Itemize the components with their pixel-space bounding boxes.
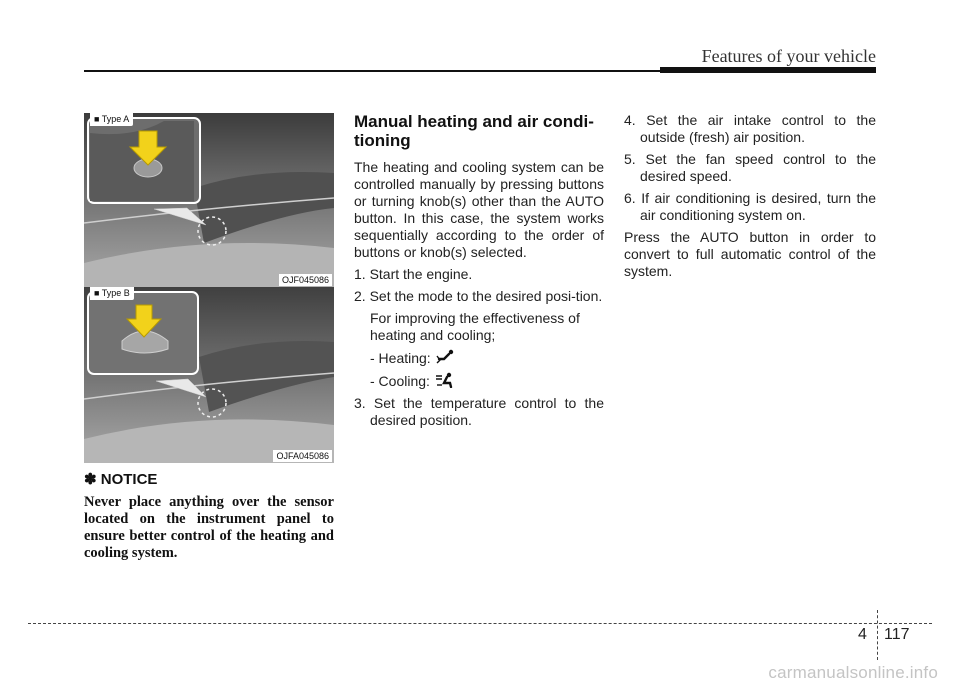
- manual-section-continued: [624, 112, 876, 285]
- sensor-illustration-b: [84, 287, 334, 463]
- notice-text: Never place anything over the sensor located on the instrument panel to ensure better control of the heating and cooling system.: [84, 494, 334, 561]
- section-title: Features of your vehicle: [701, 46, 876, 66]
- notice-title: ✽ NOTICE: [84, 471, 158, 488]
- heating-label: - Heating:: [370, 350, 431, 366]
- step-2: 2. Set the mode to the desired posi-tion.: [354, 288, 603, 304]
- notice-box: [84, 470, 334, 562]
- step-1: 1. Start the engine.: [354, 266, 473, 282]
- watermark: carmanualsonline.info: [768, 663, 938, 682]
- chapter-number: 4: [858, 626, 867, 643]
- floor-vent-icon: [435, 349, 455, 365]
- type-a-label: ■ Type A: [90, 113, 133, 126]
- intro-paragraph: The heating and cooling system can be controlled manually by pressing buttons or turning knob(s) other than the AUTO button. In this case, the system works sequentially according to the order of buttons or knob(s) selected.: [354, 159, 604, 260]
- step-6: 6. If air conditioning is desired, turn the air conditioning system on.: [624, 190, 876, 223]
- section-heading: Manual heating and air condi-tioning: [354, 112, 594, 150]
- closing-paragraph: Press the AUTO button in order to convert to full automatic control of the system.: [624, 229, 876, 279]
- step-3: 3. Set the temperature control to the desired position.: [354, 395, 604, 428]
- footer-rule: [28, 623, 932, 624]
- footer-divider: [877, 610, 878, 660]
- cooling-label: - Cooling:: [370, 373, 430, 389]
- step-4: 4. Set the air intake control to the outside (fresh) air position.: [624, 112, 876, 145]
- heating-mode-line: [354, 349, 604, 367]
- figure-b-code: OJFA045086: [273, 450, 332, 462]
- type-b-label: ■ Type B: [90, 287, 134, 300]
- manual-section: [354, 112, 604, 434]
- sensor-illustration-a: [84, 113, 334, 287]
- figure-type-b: [84, 287, 334, 463]
- face-vent-icon: [434, 372, 454, 388]
- header-rule-accent: [660, 67, 876, 73]
- page-number: 117: [884, 626, 910, 643]
- figure-type-a: [84, 113, 334, 287]
- step-2-note: For improving the effectiveness of heating and cooling;: [370, 310, 580, 343]
- step-5: 5. Set the fan speed control to the desired speed.: [624, 151, 876, 184]
- cooling-mode-line: [354, 372, 604, 390]
- figure-a-code: OJF045086: [279, 274, 332, 286]
- header-rule: [84, 70, 662, 72]
